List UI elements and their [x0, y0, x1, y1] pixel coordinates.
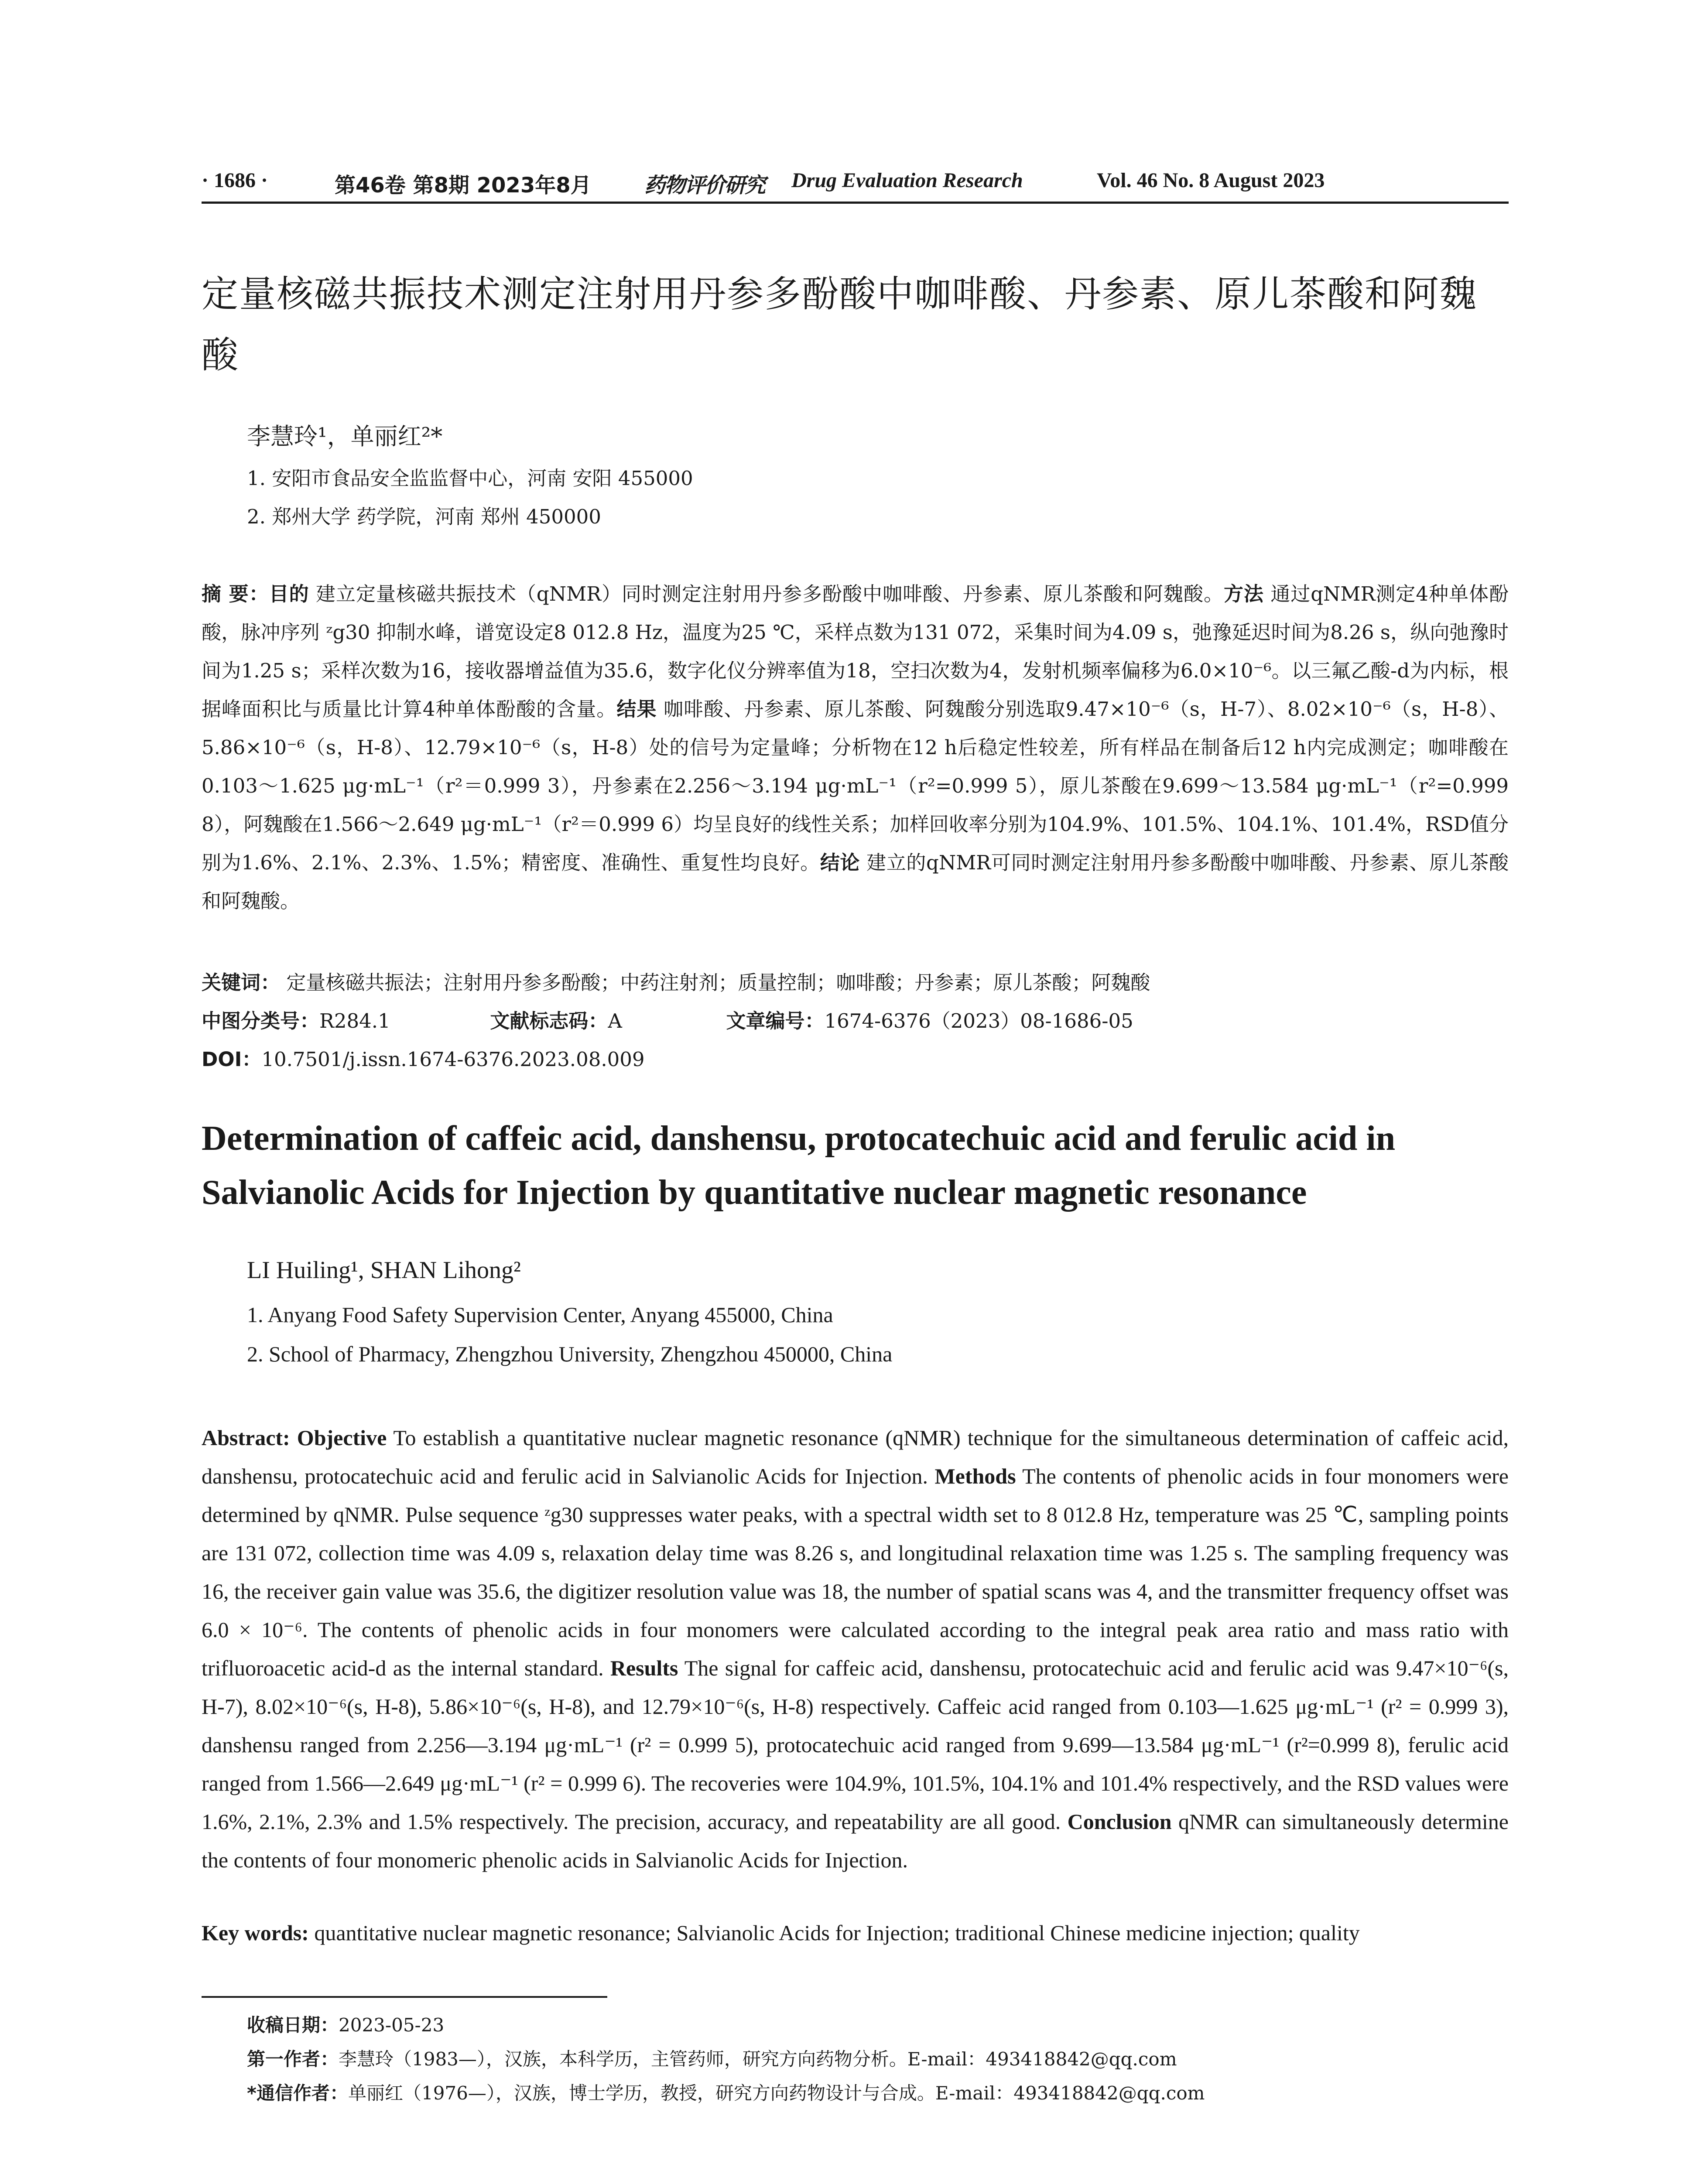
cn-classification-line: [202, 1005, 1133, 1033]
cn-article-title: 定量核磁共振技术测定注射用丹参多酚酸中咖啡酸、丹参素、原儿茶酸和阿魏酸: [202, 273, 1478, 376]
cn-affiliation-2: 2. 郑州大学 药学院，河南 郑州 450000: [247, 505, 601, 528]
en-objective-label: Objective: [297, 1426, 387, 1450]
clc-value: R284.1: [319, 1009, 390, 1032]
doc-code-label: 文献标志码：: [490, 1009, 608, 1032]
issue-info-en: Vol. 46 No. 8 August 2023: [1097, 169, 1325, 192]
en-authors: LI Huiling¹, SHAN Lihong²: [247, 1257, 521, 1284]
en-results-text: The signal for caffeic acid, danshensu, protocatechuic acid and ferulic acid was 9.47×10⁻⁶(s, H-7), 8.02×10⁻⁶(s, H-8), 5.86×10⁻⁶(s, H-8), and 12.79×10⁻⁶(s, H-8) respectively. Caffeic acid ranged from 0.103—1.625 μg·mL⁻¹ (r² = 0.999 3), danshensu ranged from 2.256—3.194 μg·mL⁻¹ (r² = 0.999 5), protocatechuic acid ranged from 9.699—13.584 μg·mL⁻¹ (r²=0.999 8), ferulic acid ranged from 1.566—2.649 μg·mL⁻¹ (r² = 0.999 6). The recoveries were 104.9%, 101.5%, 104.1% and 101.4% respectively, and the RSD values were 1.6%, 2.1%, 2.3% and 1.5% respectively. The precision, accuracy, and repeatability are all good.: [202, 1656, 1509, 1834]
en-results-label: Results: [610, 1656, 678, 1680]
footnote-received: [247, 2011, 444, 2037]
first-author-info: 李慧玲（1983—），汉族，本科学历，主管药师，研究方向药物分析。E-mail：493418842@qq.com: [339, 2048, 1177, 2070]
article-no-label: 文章编号：: [726, 1009, 825, 1032]
cn-keywords: [202, 967, 1150, 995]
running-header: [202, 168, 1509, 198]
doi-value: 10.7501/j.issn.1674-6376.2023.08.009: [261, 1048, 645, 1071]
first-author-label: 第一作者：: [247, 2048, 339, 2070]
cn-abstract: [202, 575, 1509, 920]
article-no-value: 1674-6376（2023）08-1686-05: [824, 1009, 1133, 1032]
footnote-rule: [202, 1996, 607, 1998]
en-conclusion-text: qNMR can simultaneously determine the contents of four monomeric phenolic acids in Salvianolic Acids for Injection.: [202, 1809, 1509, 1872]
cn-results-text: 咖啡酸、丹参素、原儿茶酸、阿魏酸分别选取9.47×10⁻⁶（s，H-7）、8.02×10⁻⁶（s，H-8）、5.86×10⁻⁶（s，H-8）、12.79×10⁻⁶（s，H-8）处的信号为定量峰；分析物在12 h后稳定性较差，所有样品在制备后12 h内完成测定；咖啡酸在0.103～1.625 μg·mL⁻¹（r²＝0.999 3），丹参素在2.256～3.194 μg·mL⁻¹（r²=0.999 5），原儿茶酸在9.699～13.584 μg·mL⁻¹（r²=0.999 8），阿魏酸在1.566～2.649 μg·mL⁻¹（r²＝0.999 6）均呈良好的线性关系；加样回收率分别为104.9%、101.5%、104.1%、101.4%，RSD值分别为1.6%、2.1%、2.3%、1.5%；精密度、准确性、重复性均良好。: [202, 697, 1509, 874]
en-abstract-label: Abstract:: [202, 1426, 290, 1450]
cn-keywords-text: 定量核磁共振法；注射用丹参多酚酸；中药注射剂；质量控制；咖啡酸；丹参素；原儿茶酸；阿魏酸: [280, 971, 1150, 994]
header-rule: [202, 202, 1509, 204]
en-methods-text: The contents of phenolic acids in four monomers were determined by qNMR. Pulse sequence ᶻg30 suppresses water peaks, with a spectral width set to 8 012.8 Hz, temperature was 25 ℃, sampling points are 131 072, collection time was 4.09 s, relaxation delay time was 8.26 s, and longitudinal relaxation time was 1.25 s. The sampling frequency was 16, the receiver gain value was 35.6, the digitizer resolution value was 18, the number of spatial scans was 4, and the transmitter frequency offset was 6.0 × 10⁻⁶. The contents of phenolic acids in four monomers were calculated according to the integral peak area ratio and mass ratio with trifluoroacetic acid-d as the internal standard.: [202, 1464, 1509, 1680]
en-article-title: Determination of caffeic acid, danshensu, protocatechuic acid and ferulic acid in Salvianolic Acids for Injection by quantitative nuclear magnetic resonance: [202, 1119, 1396, 1212]
doi-line: [202, 1043, 645, 1072]
cn-authors: 李慧玲¹，单丽红²*: [247, 423, 443, 450]
footnote-first-author: [247, 2045, 1177, 2071]
cn-objective-label: 目的: [269, 582, 309, 605]
footnote-corresponding: [247, 2079, 1205, 2105]
cn-conclusion-label: 结论: [820, 851, 860, 874]
cn-keywords-label: 关键词：: [202, 971, 281, 994]
en-keywords-label: Key words:: [202, 1921, 309, 1945]
cn-affiliation-1: 1. 安阳市食品安全监监督中心，河南 安阳 455000: [247, 467, 693, 490]
corresponding-info: 单丽红（1976—），汉族，博士学历，教授，研究方向药物设计与合成。E-mail：493418842@qq.com: [348, 2082, 1205, 2104]
journal-name-en: Drug Evaluation Research: [791, 169, 1023, 192]
en-methods-label: Methods: [934, 1464, 1016, 1488]
en-conclusion-label: Conclusion: [1067, 1809, 1172, 1834]
cn-results-label: 结果: [616, 697, 657, 721]
received-date: 2023-05-23: [339, 2014, 445, 2036]
received-label: 收稿日期：: [247, 2014, 339, 2036]
page-number: · 1686 ·: [202, 169, 268, 192]
en-affiliation-2: 2. School of Pharmacy, Zhengzhou University, Zhengzhou 450000, China: [247, 1342, 893, 1366]
en-objective-text: To establish a quantitative nuclear magnetic resonance (qNMR) technique for the simultaneous determination of caffeic acid, danshensu, protocatechuic acid and ferulic acid in Salvianolic Acids for Injection.: [202, 1426, 1509, 1488]
cn-objective-text: 建立定量核磁共振技术（qNMR）同时测定注射用丹参多酚酸中咖啡酸、丹参素、原儿茶酸和阿魏酸。: [309, 582, 1224, 605]
en-affiliation-1: 1. Anyang Food Safety Supervision Center, Anyang 455000, China: [247, 1302, 833, 1327]
cn-issue-info: 第46卷 第8期 2023年8月: [335, 173, 592, 198]
en-keywords-text: quantitative nuclear magnetic resonance; Salvianolic Acids for Injection; traditional Chinese medicine injection; quality: [308, 1921, 1360, 1945]
en-keywords: [202, 1920, 1509, 1945]
cn-conclusion-text: 建立的qNMR可同时测定注射用丹参多酚酸中咖啡酸、丹参素、原儿茶酸和阿魏酸。: [202, 851, 1509, 913]
corresponding-label: *通信作者：: [247, 2082, 348, 2104]
doi-label: DOI：: [202, 1048, 262, 1071]
cn-abstract-label: 摘 要：: [202, 582, 269, 605]
journal-logo: 药物评价研究: [644, 173, 765, 198]
en-abstract: [202, 1419, 1509, 1879]
cn-methods-text: 通过qNMR测定4种单体酚酸，脉冲序列 ᶻg30 抑制水峰，谱宽设定8 012.8 Hz，温度为25 ℃，采样点数为131 072，采集时间为4.09 s，弛豫延迟时间为8.26 s，纵向弛豫时间为1.25 s；采样次数为16，接收器增益值为35.6，数字化仪分辨率值为18，空扫次数为4，发射机频率偏移为6.0×10⁻⁶。以三氟乙酸-d为内标，根据峰面积比与质量比计算4种单体酚酸的含量。: [202, 582, 1509, 721]
cn-methods-label: 方法: [1223, 582, 1264, 605]
doc-code-value: A: [608, 1009, 622, 1032]
clc-label: 中图分类号：: [202, 1009, 320, 1032]
